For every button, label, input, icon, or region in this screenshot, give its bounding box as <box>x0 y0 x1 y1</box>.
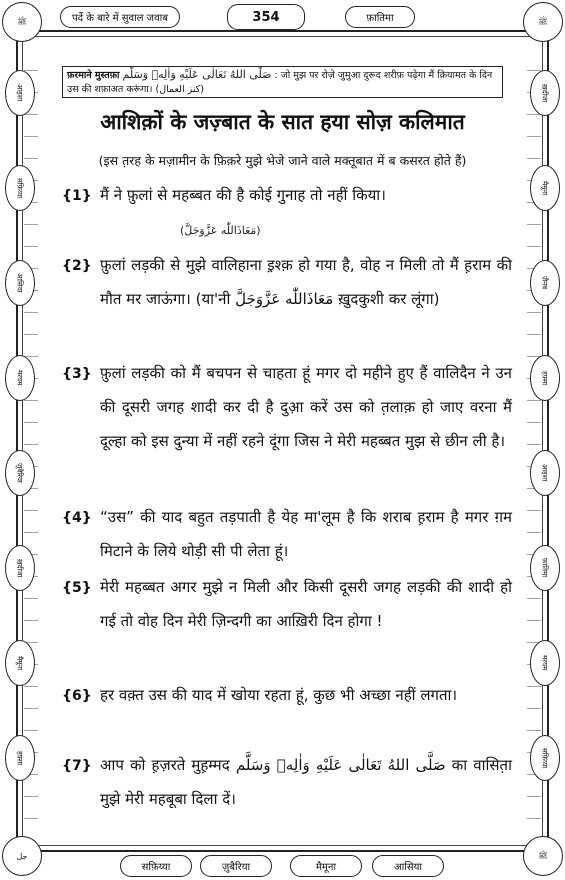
item-text-body: मैं ने फ़ुलां से महब्बत की है कोई गुनाह तो नहीं किया। <box>100 186 386 204</box>
item-number: {3} <box>62 366 92 382</box>
margin-medal-left: मैमूना <box>5 640 35 686</box>
item-text: फ़ुलां लड़की को मैं बचपन से चाहता हूं मगर दो महीने हुए हैं वालिदैन ने उन की दूसरी जगह शादी कर दी है दुआ़ करें उस को त़लाक़ हो जाए वरना मैं दूल्हा को इस दुन्या में नहीं रहने दूंगा जिस ने मेरी महब्बत मुझ से छीन ली है। <box>100 364 512 450</box>
hadith-notice-box <box>62 66 503 98</box>
item-number: {6} <box>62 688 92 704</box>
item-text: आप को ह़ज़रते मुह़म्मद صَلَّى اللهُ تَعَالٰى عَلَيْهِ وَاٰلِهٖ وَسَلَّم का वासित़ा मुझे मेरी महबूबा दिला दें। <box>100 756 512 808</box>
margin-medal-right: आ़इशा <box>530 450 560 496</box>
item-note-arabic: (مَعَاذَاللّٰه عَزَّوَجَلَّ) <box>180 224 261 237</box>
corner-badge-bottom-right: ﷺ <box>523 836 563 876</box>
margin-medal-right: मरयम <box>530 640 560 686</box>
margin-medal-left: ज़ुबैरिया <box>5 450 35 496</box>
item-number: {7} <box>62 758 92 774</box>
margin-medal-right: ज़ैनब <box>530 260 560 306</box>
page-title: आशिक़ों के जज़्बात के सात हया सोज़ कलिमात <box>100 110 465 134</box>
item-text <box>100 178 512 248</box>
page-number: 354 <box>227 4 305 30</box>
header-name-tab: फ़ातिमा <box>345 6 415 28</box>
margin-medal-left: आसिया <box>5 260 35 306</box>
corner-badge-top-right: ﷺ <box>523 2 563 42</box>
margin-medal-left: मरयम <box>5 355 35 401</box>
margin-medal-left: सफ़िय्या <box>5 165 35 211</box>
item-number: {5} <box>62 580 92 596</box>
item-number: {1} <box>62 188 92 204</box>
margin-medal-right: मैमूना <box>530 165 560 211</box>
item-text: “उस” की याद बहुत तड़पाती है येह मा'लूम है कि शराब ह़राम है मगर ग़म मिटाने के लिये थोड़ी सी पी लेता हूं। <box>100 508 512 560</box>
notice-arabic-honorific: صَلَّى اللهُ تَعَالٰى عَلَيْهِ وَاٰلِهٖ وَسَلَّم <box>122 68 272 81</box>
footer-name-tab: आसिया <box>372 855 444 877</box>
corner-badge-top-left: ﷺ <box>2 2 42 42</box>
margin-medal-right: सफ़िय्या <box>530 735 560 781</box>
footer-name-tab: मैमूना <box>290 855 362 877</box>
page-subtitle: (इस त़रह के मज़ामीन के फ़िक़रे मुझे भेजे जाने वाले मक्तूबात में ब कसरत होते हैं) <box>98 153 467 168</box>
item-text: मेरी महब्बत अगर मुझे न मिली और किसी दूसरी जगह लड़की की शादी हो गई तो वोह दिन मेरी ज़िन्दगी का आख़िरी दिन होगा ! <box>100 578 512 630</box>
margin-medal-left: आ़इशा <box>5 70 35 116</box>
item-number: {2} <box>62 258 92 274</box>
item-text: हर वक़्त उस की याद में खोया रहता हूं, कुछ भी अच्छा नहीं लगता। <box>100 686 458 704</box>
corner-badge-bottom-left: جل <box>2 836 42 876</box>
item-number: {4} <box>62 510 92 526</box>
margin-medal-left: हफ़्सा <box>5 735 35 781</box>
margin-medal-left: ख़दीजा <box>5 545 35 591</box>
notice-text: : जो मुझ पर रोज़े जुमुआ दुरूद शरीफ़ पढ़ेगा मैं क़ियामत के दिन उस की शफ़ाअत करूंगा। (كنز العمال) <box>67 70 493 95</box>
margin-medal-right: ख़दीजा <box>530 70 560 116</box>
item-text: फ़ुलां लड़की से मुझे वालिहाना इ़श्क़ हो गया है, वोह न मिली तो मैं ह़राम की मौत मर जाऊंगा। (या'नी مَعَاذَاللّٰه عَزَّوَجَلَّ ख़ुदकुशी कर लूंगा) <box>100 256 512 308</box>
margin-medal-right: हफ़्सा <box>530 355 560 401</box>
margin-medal-right: फ़ातिमा <box>530 545 560 591</box>
notice-label: फ़रमाने मुस्तफ़ा <box>67 70 120 81</box>
header-section-tab: पर्दे के बारे में सुवाल जवाब <box>60 6 180 28</box>
footer-name-tab: ज़ुबैरिया <box>200 855 272 877</box>
footer-name-tab: सफ़िय्या <box>120 855 192 877</box>
